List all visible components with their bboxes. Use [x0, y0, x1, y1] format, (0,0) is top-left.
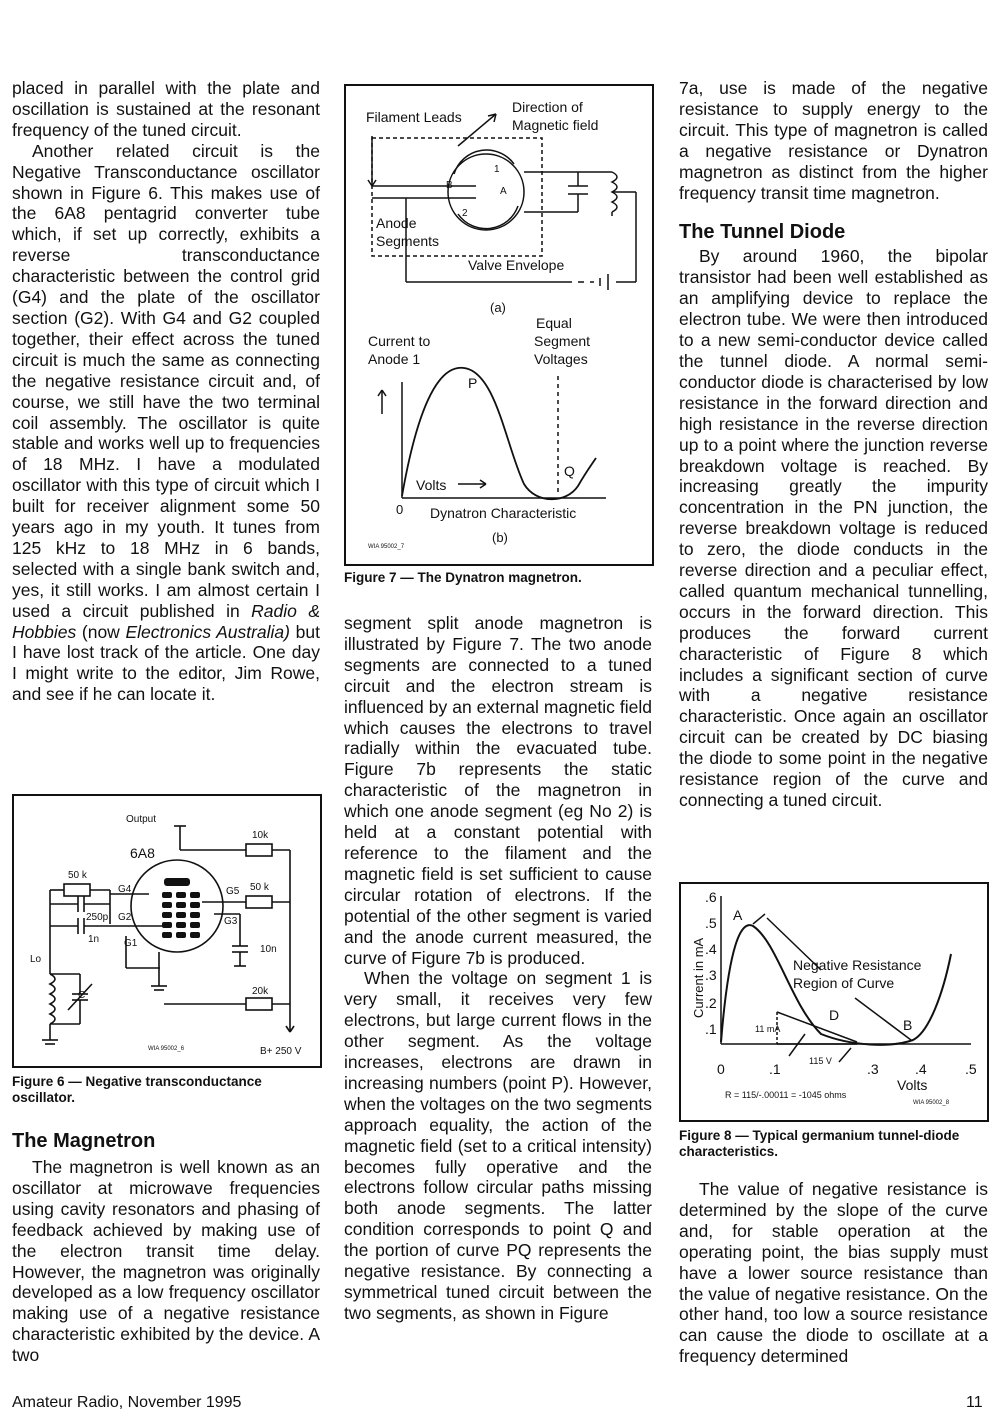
fig8-ylabel: Current in mA [691, 937, 706, 1018]
fig8-xtick: 0 [717, 1061, 725, 1077]
fig6-10k-label: 10k [252, 830, 269, 841]
figure-8-caption: Figure 8 — Typical germanium tunnel-diode characteristics. [679, 1128, 960, 1159]
column-3 [679, 78, 988, 811]
fig6-10n-label: 10n [260, 944, 277, 955]
fig6-g3-label: G3 [224, 916, 238, 927]
figure-6 [12, 794, 322, 1068]
fig6-250p-label: 250p [86, 912, 109, 923]
fig8-dx-label: 115 V [809, 1056, 832, 1066]
magnetron-heading: The Magnetron [12, 1130, 156, 1152]
figure-7-caption: Figure 7 — The Dynatron magnetron. [344, 570, 582, 585]
figure-6-caption: Figure 6 — Negative transconductance oscillator. [12, 1074, 262, 1105]
magnetron-paragraph: The magnetron is well known as an oscillator at microwave frequencies using cavity resonators and phasing of feedback achieved by making use of the electron transit time delay. However, the magnetron was originally developed as a low frequency oscillator making use of a negative resistance characteristic exhibited by the device. A two [12, 1157, 320, 1366]
fig7-segments-label: Segments [376, 233, 440, 249]
fig6-g1-label: G1 [124, 938, 138, 949]
fig6-20k-label: 20k [252, 986, 269, 997]
fig6-tube-label: 6A8 [130, 845, 155, 861]
figure-8-chart [681, 884, 987, 1120]
footer-publication: Amateur Radio, November 1995 [12, 1394, 242, 1411]
paragraph: The value of negative resistance is determined by the slope of the curve and, for stable operation at the operating point, the bias supply must have a lower source resistance than the value of negative resistance. On the other hand, too low a source resistance can cause the diode to oscillate at a frequency determined [679, 1179, 988, 1367]
fig6-g5-label: G5 [226, 886, 240, 897]
fig6-1n-label: 1n [88, 934, 100, 945]
fig7-b-label: B [446, 180, 453, 191]
fig8-xtick: .1 [769, 1061, 781, 1077]
fig7-voltages-label: Voltages [534, 351, 588, 367]
figure-8 [679, 882, 989, 1122]
fig7-point-p: P [468, 375, 478, 391]
fig8-xtick: .4 [915, 1061, 927, 1077]
fig8-credit: WIA 95002_8 [913, 1100, 950, 1106]
fig7-anode-label: Anode [376, 215, 417, 231]
fig7-a-label: A [500, 186, 507, 197]
fig8-ytick: .2 [705, 995, 717, 1011]
paragraph: By around 1960, the bipolar transistor had been well established as an amplifying device to replace the electron tube. We were then introduced to a new semi-conductor device called the tunnel diode. A normal semi-conductor diode is characterised by low resistance in the forward direction and high resistance in the reverse direction up to a point where the junction reverse breakdown voltage is reached. By increasing greatly the impurity concentration in the PN junction, the reverse breakdown voltage is reduced to zero, the diode conducts in the reverse direction and a peculiar effect, called quantum mechanical tunnelling, occurs in the forward direction. This produces the forward current characteristic of Figure 8 which includes a significant section of curve with a negative resistance characteristic. Once again an oscillator circuit can be created by DC biasing the diode to some point in the negative resistance region of the curve and connecting a tuned circuit. [679, 246, 988, 810]
fig7-volts-label: Volts [416, 477, 447, 493]
paragraph: segment split anode magnetron is illustrated by Figure 7. The two anode segments are connected to a tuned circuit and the electron stream is influenced by an external magnetic field which causes the electrons to travel radially within the evacuated tube. Figure 7b represents the static characteristic of the magnetron in which one anode segment (eg No 2) is held at a constant potential with reference to the filament and the magnetic field is set sufficient to cause circular rotation of electrons. If the potential of the other segment is varied and the anode current measured, the curve of Figure 7b is produced. [344, 613, 652, 968]
fig8-point-a: A [733, 907, 743, 923]
figure-6-schematic [14, 796, 320, 1066]
fig8-region-label: Region of Curve [793, 975, 895, 991]
fig8-ytick: .1 [705, 1021, 717, 1037]
fig6-50k-left-label: 50 k [68, 870, 87, 881]
fig7-zero-label: 0 [396, 502, 404, 517]
fig7-sub-a-label: (a) [490, 300, 506, 315]
fig7-credit: WIA 95002_7 [368, 544, 405, 550]
fig8-formula: R = 115/-.00011 = -1045 ohms [725, 1090, 847, 1100]
fig7-segment1-label: 1 [494, 164, 500, 175]
fig8-ytick: .6 [705, 889, 717, 905]
fig8-xtick: .3 [867, 1061, 879, 1077]
fig8-xtick: .5 [965, 1061, 977, 1077]
column-2-text [344, 613, 652, 1324]
fig8-region-label: Negative Resistance [793, 957, 922, 973]
fig7-dynatron-label: Dynatron Characteristic [430, 505, 577, 521]
fig6-50k-right-label: 50 k [250, 882, 269, 893]
paragraph-text: Another related circuit is the Negative Transconductance oscillator shown in Figure 6. This makes use of the 6A8 pentagrid converter tube which, if set up correctly, exhibits a reverse transconductance characteristic between the control grid (G4) and the plate of the oscillator section (G2). With G4 and G2 coupled together, their effect across the tuned circuit is much the same as connecting the negative resistance circuit and, of course, we still have the two terminal coil assembly. The oscillator is quite stable and works well up to frequencies of 18 MHz. I have a modulated oscillator with this type of circuit which I built for receiver alignment some 50 years ago in my youth. It tunes from 125 kHz to 18 MHz in 6 bands, selected with a single bank switch and, yes, it still works. I am almost certain I used a circuit published in [12, 140, 320, 621]
fig8-xlabel: Volts [897, 1077, 928, 1093]
tunnel-diode-heading: The Tunnel Diode [679, 221, 846, 244]
fig8-ytick: .4 [705, 941, 717, 957]
magazine-title: Electronics Australia) [125, 621, 290, 642]
fig6-lo-label: Lo [30, 954, 42, 965]
fig6-credit: WIA 95002_6 [148, 1046, 185, 1052]
column-1 [12, 78, 320, 705]
fig8-point-b: B [903, 1017, 913, 1033]
magazine-title: Radio & Hobbies [12, 600, 320, 642]
fig6-c-label: C [78, 990, 86, 1001]
paragraph-text: (now [76, 621, 126, 642]
fig7-segment2-label: 2 [462, 208, 468, 219]
fig8-ytick: .3 [705, 967, 717, 983]
fig8-point-d: D [829, 1007, 840, 1023]
figure-7 [344, 84, 654, 566]
page-number: 11 [966, 1394, 983, 1411]
fig7-magnetic-field-label: Magnetic field [512, 117, 599, 133]
fig6-output-label: Output [126, 814, 157, 825]
fig7-point-q: Q [564, 463, 575, 479]
fig6-g4-label: G4 [118, 884, 132, 895]
fig7-anode1-label: Anode 1 [368, 351, 421, 367]
fig6-g2-label: G2 [118, 912, 132, 923]
fig8-ytick: .5 [705, 915, 717, 931]
figure-7-diagram [346, 86, 652, 564]
fig6-bplus-label: B+ 250 V [260, 1046, 302, 1057]
paragraph: 7a, use is made of the negative resistance to supply energy to the circuit. This type of magnetron is called a negative resistance or Dynatron magnetron as distinct from the higher frequency transit time magnetron. [679, 78, 988, 203]
fig7-valve-envelope-label: Valve Envelope [468, 257, 565, 273]
paragraph: placed in parallel with the plate and oscillation is sustained at the resonant frequency of the tuned circuit. [12, 78, 320, 140]
fig7-filament-label: Filament Leads [366, 109, 462, 125]
paragraph [12, 141, 320, 705]
tube-grid-elements [162, 878, 200, 938]
fig7-current-to-label: Current to [368, 333, 431, 349]
fig7-segment-label: Segment [534, 333, 591, 349]
paragraph: When the voltage on segment 1 is very small, it receives very few electrons, but large current flows in the other segment. As the voltage increases, electrons are drawn in increasing numbers (point P). However, when the voltages on the two segments approach equality, the action of the magnetic field (set to a critical intensity) becomes fully operative and the electrons follow circular paths missing both anode segments. The latter condition corresponds to point Q and the portion of curve PQ represents the negative resistance. By connecting a symmetrical tuned circuit between the two segments, as shown in Figure [344, 968, 652, 1323]
paragraph-text: but I have lost track of the article. One day I might write to the editor, Jim Rowe, and see if he can locate it. [12, 621, 320, 705]
fig7-direction-label: Direction of [512, 99, 583, 115]
fig7-equal-label: Equal [536, 315, 572, 331]
fig7-sub-b-label: (b) [492, 530, 508, 545]
fig8-dy-label: 11 mA [755, 1024, 781, 1034]
